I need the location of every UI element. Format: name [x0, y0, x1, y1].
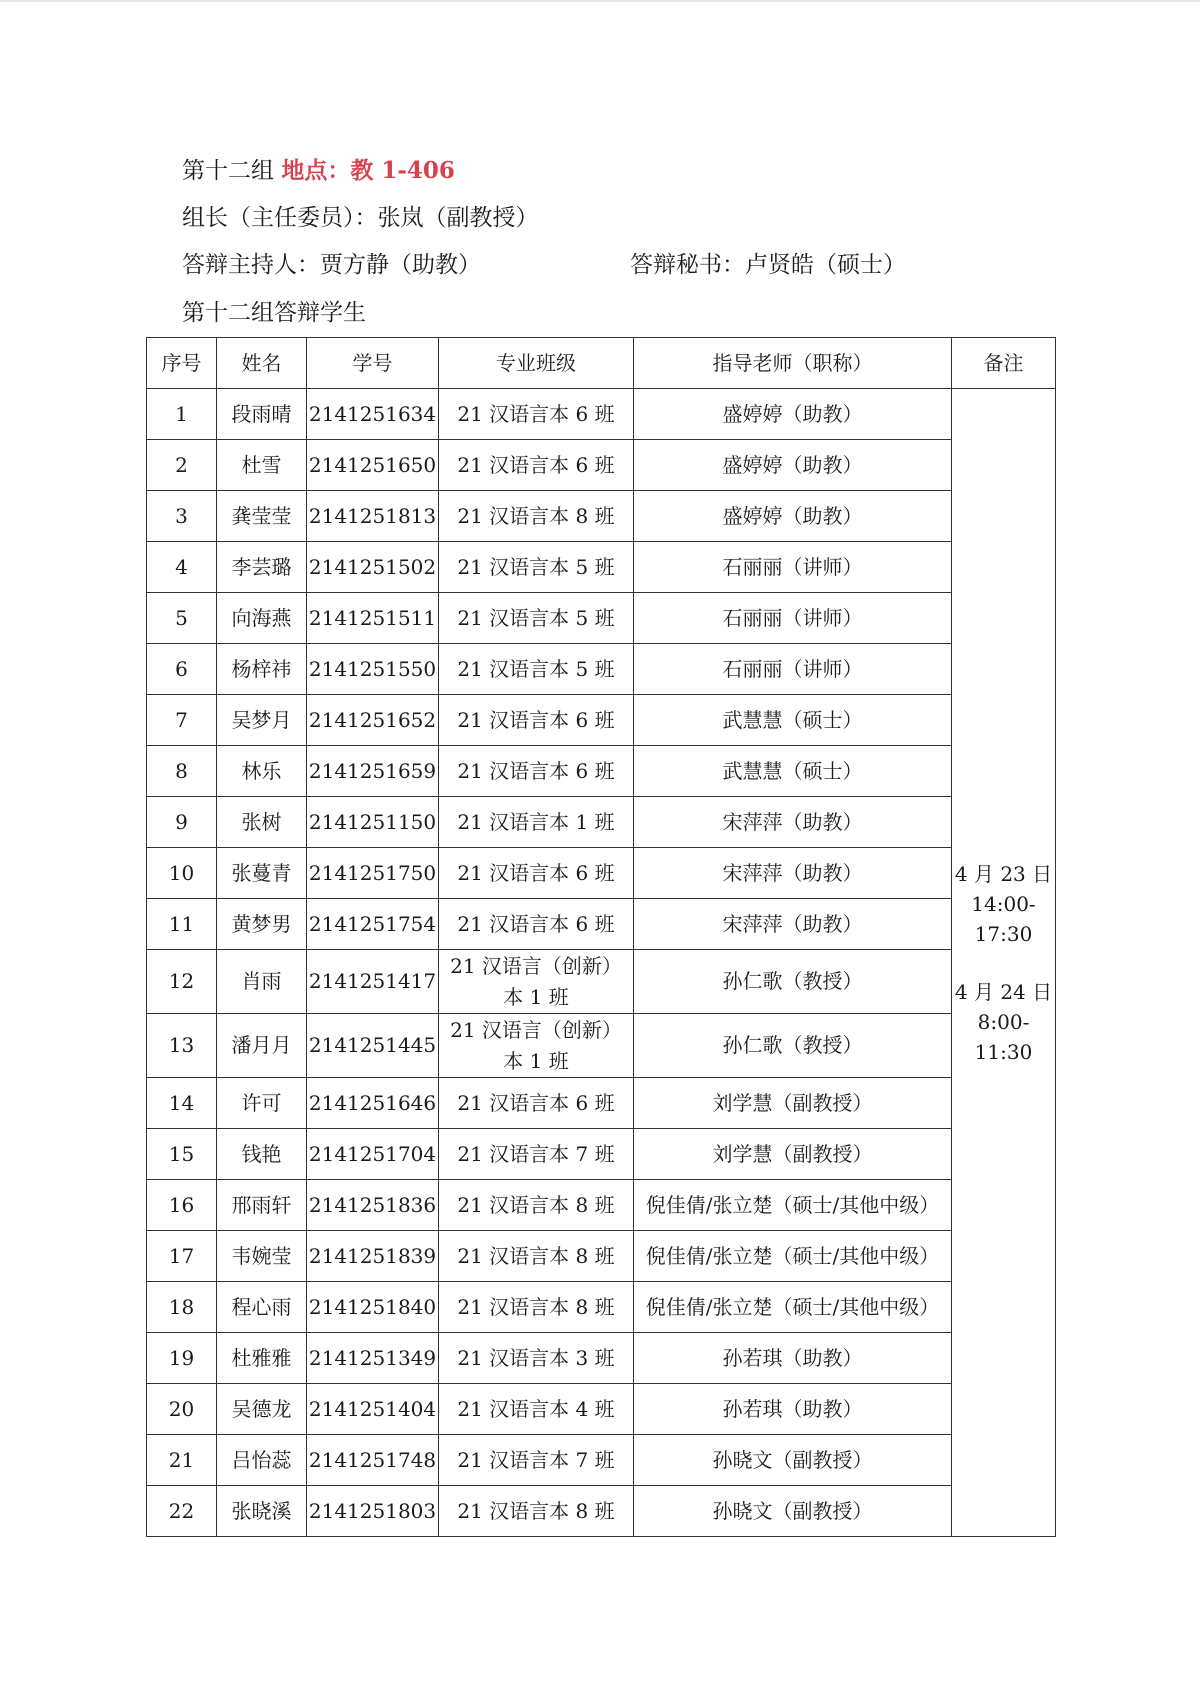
leader-line	[182, 203, 539, 233]
row-id: 2141251839	[307, 1231, 439, 1282]
row-class: 21 汉语言本 6 班	[439, 899, 634, 950]
header-name: 姓名	[217, 338, 307, 389]
row-no: 22	[147, 1486, 217, 1537]
row-class: 21 汉语言本 4 班	[439, 1384, 634, 1435]
row-name: 林乐	[217, 746, 307, 797]
row-class: 21 汉语言本 5 班	[439, 644, 634, 695]
row-id: 2141251404	[307, 1384, 439, 1435]
row-class: 21 汉语言本 7 班	[439, 1129, 634, 1180]
row-advisor: 倪佳倩/张立楚（硕士/其他中级）	[634, 1180, 952, 1231]
row-name: 龚莹莹	[217, 491, 307, 542]
row-class: 21 汉语言本 8 班	[439, 491, 634, 542]
header-advisor: 指导老师（职称）	[634, 338, 952, 389]
row-class-line1: 21 汉语言（创新）	[450, 953, 622, 978]
note-time2-start: 8:00-	[977, 1009, 1030, 1034]
row-id: 2141251511	[307, 593, 439, 644]
row-id: 2141251836	[307, 1180, 439, 1231]
row-name: 张树	[217, 797, 307, 848]
row-name: 吴德龙	[217, 1384, 307, 1435]
row-class: 21 汉语言本 6 班	[439, 695, 634, 746]
host-label: 答辩主持人：	[182, 252, 320, 278]
row-id: 2141251150	[307, 797, 439, 848]
row-name: 李芸璐	[217, 542, 307, 593]
row-advisor: 孙晓文（副教授）	[634, 1435, 952, 1486]
header-note: 备注	[952, 338, 1056, 389]
row-class: 21 汉语言本 8 班	[439, 1180, 634, 1231]
row-advisor: 宋萍萍（助教）	[634, 899, 952, 950]
row-no: 14	[147, 1078, 217, 1129]
row-no: 8	[147, 746, 217, 797]
row-no: 13	[147, 1014, 217, 1078]
row-name: 吴梦月	[217, 695, 307, 746]
row-name: 杜雪	[217, 440, 307, 491]
row-class: 21 汉语言本 5 班	[439, 542, 634, 593]
group-title: 第十二组	[182, 158, 274, 184]
row-id: 2141251840	[307, 1282, 439, 1333]
row-name: 钱艳	[217, 1129, 307, 1180]
row-id: 2141251659	[307, 746, 439, 797]
row-class: 21 汉语言本 6 班	[439, 746, 634, 797]
row-no: 15	[147, 1129, 217, 1180]
row-class-line2: 本 1 班	[503, 984, 569, 1009]
table-row	[147, 1333, 1056, 1384]
student-table	[146, 337, 1056, 1537]
row-advisor: 倪佳倩/张立楚（硕士/其他中级）	[634, 1231, 952, 1282]
row-advisor: 刘学慧（副教授）	[634, 1078, 952, 1129]
table-row	[147, 644, 1056, 695]
row-class: 21 汉语言本 3 班	[439, 1333, 634, 1384]
row-name: 向海燕	[217, 593, 307, 644]
leader-label: 组长（主任委员）：	[182, 205, 378, 231]
secretary-name: 卢贤皓（硕士）	[745, 252, 906, 278]
table-row	[147, 746, 1056, 797]
row-no: 7	[147, 695, 217, 746]
row-class	[439, 1014, 634, 1078]
row-advisor: 盛婷婷（助教）	[634, 491, 952, 542]
row-no: 1	[147, 389, 217, 440]
row-advisor: 盛婷婷（助教）	[634, 440, 952, 491]
row-name: 邢雨轩	[217, 1180, 307, 1231]
row-advisor: 倪佳倩/张立楚（硕士/其他中级）	[634, 1282, 952, 1333]
table-row	[147, 389, 1056, 440]
row-advisor: 石丽丽（讲师）	[634, 593, 952, 644]
row-class: 21 汉语言本 8 班	[439, 1231, 634, 1282]
table-row	[147, 1014, 1056, 1078]
note-time1-end: 17:30	[974, 921, 1033, 946]
secretary-line	[630, 250, 906, 280]
table-row	[147, 1129, 1056, 1180]
row-no: 11	[147, 899, 217, 950]
table-row	[147, 1486, 1056, 1537]
secretary-label: 答辩秘书：	[630, 252, 745, 278]
row-no: 18	[147, 1282, 217, 1333]
row-advisor: 武慧慧（硕士）	[634, 746, 952, 797]
note-time2-end: 11:30	[974, 1039, 1033, 1064]
students-title: 第十二组答辩学生	[182, 300, 366, 326]
table-row	[147, 950, 1056, 1014]
row-no: 17	[147, 1231, 217, 1282]
row-class: 21 汉语言本 8 班	[439, 1282, 634, 1333]
row-id: 2141251650	[307, 440, 439, 491]
table-row	[147, 1435, 1056, 1486]
row-name: 韦婉莹	[217, 1231, 307, 1282]
row-name: 段雨晴	[217, 389, 307, 440]
table-row	[147, 1384, 1056, 1435]
row-advisor: 孙若琪（助教）	[634, 1384, 952, 1435]
row-name: 杨梓祎	[217, 644, 307, 695]
row-no: 4	[147, 542, 217, 593]
row-class: 21 汉语言本 6 班	[439, 440, 634, 491]
row-name: 潘月月	[217, 1014, 307, 1078]
table-row	[147, 440, 1056, 491]
table-row	[147, 899, 1056, 950]
row-advisor: 孙仁歌（教授）	[634, 950, 952, 1014]
row-no: 12	[147, 950, 217, 1014]
table-row	[147, 848, 1056, 899]
header-class: 专业班级	[439, 338, 634, 389]
row-name: 杜雅雅	[217, 1333, 307, 1384]
row-advisor: 武慧慧（硕士）	[634, 695, 952, 746]
location-text: 地点：教 1-406	[281, 157, 455, 184]
table-row	[147, 1282, 1056, 1333]
group-heading	[182, 156, 455, 186]
row-advisor: 刘学慧（副教授）	[634, 1129, 952, 1180]
row-name: 肖雨	[217, 950, 307, 1014]
row-no: 19	[147, 1333, 217, 1384]
host-name: 贾方静（助教）	[320, 252, 481, 278]
row-id: 2141251754	[307, 899, 439, 950]
row-class	[439, 950, 634, 1014]
table-row	[147, 542, 1056, 593]
row-id: 2141251748	[307, 1435, 439, 1486]
table-row	[147, 695, 1056, 746]
row-no: 2	[147, 440, 217, 491]
row-no: 10	[147, 848, 217, 899]
row-advisor: 孙若琪（助教）	[634, 1333, 952, 1384]
table-row	[147, 1180, 1056, 1231]
row-name: 许可	[217, 1078, 307, 1129]
row-advisor: 石丽丽（讲师）	[634, 542, 952, 593]
row-class: 21 汉语言本 6 班	[439, 1078, 634, 1129]
leader-name: 张岚（副教授）	[377, 205, 539, 231]
note-cell	[952, 389, 1056, 1537]
row-id: 2141251652	[307, 695, 439, 746]
table-row	[147, 1078, 1056, 1129]
row-advisor: 石丽丽（讲师）	[634, 644, 952, 695]
row-id: 2141251803	[307, 1486, 439, 1537]
host-line	[182, 250, 481, 280]
row-class-line2: 本 1 班	[503, 1048, 569, 1073]
row-id: 2141251349	[307, 1333, 439, 1384]
row-id: 2141251646	[307, 1078, 439, 1129]
row-name: 张晓溪	[217, 1486, 307, 1537]
row-class: 21 汉语言本 7 班	[439, 1435, 634, 1486]
row-name: 张蔓青	[217, 848, 307, 899]
header-no: 序号	[147, 338, 217, 389]
note-day2: 4 月 24 日	[954, 979, 1053, 1004]
table-row	[147, 1231, 1056, 1282]
row-id: 2141251634	[307, 389, 439, 440]
row-id: 2141251502	[307, 542, 439, 593]
row-id: 2141251813	[307, 491, 439, 542]
table-header-row	[147, 338, 1056, 389]
row-name: 程心雨	[217, 1282, 307, 1333]
row-id: 2141251704	[307, 1129, 439, 1180]
row-id: 2141251445	[307, 1014, 439, 1078]
table-row	[147, 797, 1056, 848]
row-class: 21 汉语言本 6 班	[439, 848, 634, 899]
row-advisor: 宋萍萍（助教）	[634, 848, 952, 899]
row-id: 2141251417	[307, 950, 439, 1014]
row-no: 20	[147, 1384, 217, 1435]
note-day1: 4 月 23 日	[954, 861, 1053, 886]
note-spacer	[952, 949, 1055, 977]
row-no: 5	[147, 593, 217, 644]
table-row	[147, 593, 1056, 644]
row-id: 2141251550	[307, 644, 439, 695]
row-class: 21 汉语言本 6 班	[439, 389, 634, 440]
note-time1-start: 14:00-	[971, 891, 1036, 916]
row-no: 3	[147, 491, 217, 542]
row-class-line1: 21 汉语言（创新）	[450, 1017, 622, 1042]
top-edge-line	[0, 0, 1200, 2]
row-no: 21	[147, 1435, 217, 1486]
row-advisor: 盛婷婷（助教）	[634, 389, 952, 440]
row-name: 吕怡蕊	[217, 1435, 307, 1486]
row-no: 16	[147, 1180, 217, 1231]
row-advisor: 孙晓文（副教授）	[634, 1486, 952, 1537]
row-class: 21 汉语言本 5 班	[439, 593, 634, 644]
row-no: 6	[147, 644, 217, 695]
row-advisor: 孙仁歌（教授）	[634, 1014, 952, 1078]
row-class: 21 汉语言本 1 班	[439, 797, 634, 848]
row-no: 9	[147, 797, 217, 848]
table-row	[147, 491, 1056, 542]
row-id: 2141251750	[307, 848, 439, 899]
row-advisor: 宋萍萍（助教）	[634, 797, 952, 848]
row-class: 21 汉语言本 8 班	[439, 1486, 634, 1537]
row-name: 黄梦男	[217, 899, 307, 950]
header-id: 学号	[307, 338, 439, 389]
